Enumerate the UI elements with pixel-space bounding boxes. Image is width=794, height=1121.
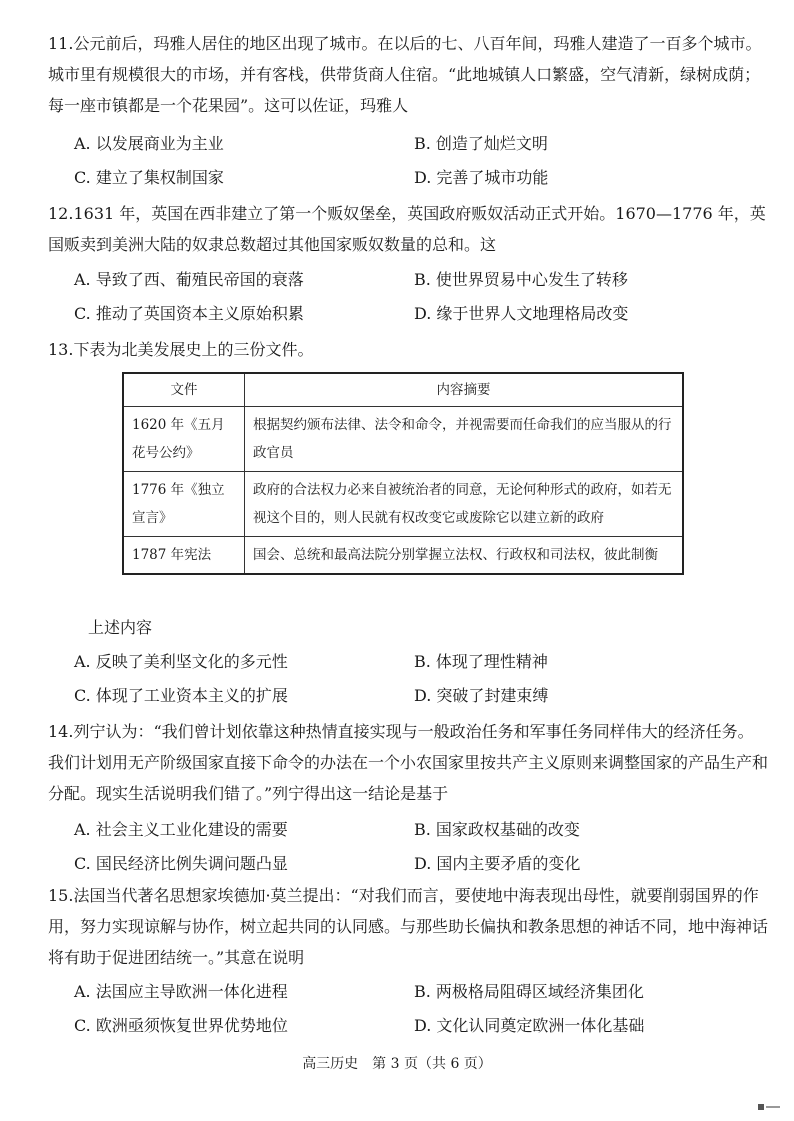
- option-c[interactable]: C. 推动了英国资本主义原始积累: [74, 303, 304, 323]
- question-13: [48, 334, 768, 365]
- table-header: 文件: [123, 373, 245, 407]
- option-c[interactable]: C. 国民经济比例失调问题凸显: [74, 853, 288, 873]
- question-stem: 下表为北美发展史上的三份文件。: [73, 340, 314, 359]
- watermark-logo: [758, 1103, 780, 1111]
- option-c[interactable]: C. 欧洲亟须恢复世界优势地位: [74, 1015, 288, 1035]
- option-d[interactable]: D. 突破了封建束缚: [414, 685, 549, 705]
- question-number: 12.: [48, 204, 74, 223]
- question-stem: 列宁认为：“我们曾计划依靠这种热情直接实现与一般政治任务和军事任务同样伟大的经济任务。我们计划用无产阶级国家直接下命令的办法在一个小农国家里按共产主义原则来调整国家的产品生产和分配。现实生活说明我们错了。”列宁得出这一结论是基于: [48, 722, 769, 803]
- page-footer: 高三历史 第 3 页（共 6 页）: [302, 1056, 492, 1072]
- option-b[interactable]: B. 国家政权基础的改变: [414, 819, 580, 839]
- options-15: [74, 974, 754, 1042]
- option-b[interactable]: B. 创造了灿烂文明: [414, 133, 548, 153]
- option-a[interactable]: A. 法国应主导欧洲一体化进程: [74, 981, 288, 1001]
- question-14: [48, 716, 768, 809]
- options-14: [74, 812, 754, 880]
- table-row: [123, 407, 683, 472]
- options-11: [74, 126, 754, 194]
- question-stem: 1631 年，英国在西非建立了第一个贩奴堡垒，英国政府贩奴活动正式开始。1670—1776 年，英国贩卖到美洲大陆的奴隶总数超过其他国家贩奴数量的总和。这: [48, 204, 766, 254]
- documents-table: [122, 372, 684, 575]
- question-11: [48, 28, 768, 121]
- table-row: [123, 537, 683, 575]
- options-12: [74, 262, 754, 330]
- table-cell: 1787 年宪法: [123, 537, 245, 575]
- option-a[interactable]: A. 以发展商业为主业: [74, 133, 224, 153]
- question-number: 15.: [48, 886, 74, 905]
- question-number: 11.: [48, 34, 74, 53]
- question-number: 13.: [48, 340, 74, 359]
- table-row: [123, 472, 683, 537]
- table-cell: 政府的合法权力必来自被统治者的同意，无论何种形式的政府，如若无视这个目的，则人民就有权改变它或废除它以建立新的政府: [245, 472, 684, 537]
- question-15: [48, 880, 768, 973]
- question-stem: 法国当代著名思想家埃德加·莫兰提出：“对我们而言，要使地中海表现出母性，就要削弱国界的作用，努力实现谅解与协作，树立起共同的认同感。与那些助长偏执和教条思想的神话不同，地中海神话将有助于促进团结统一。”其意在说明: [48, 886, 769, 967]
- option-d[interactable]: D. 国内主要矛盾的变化: [414, 853, 581, 873]
- option-a[interactable]: A. 反映了美利坚文化的多元性: [74, 651, 288, 671]
- option-d[interactable]: D. 完善了城市功能: [414, 167, 549, 187]
- option-c[interactable]: C. 体现了工业资本主义的扩展: [74, 685, 288, 705]
- question-13-lead: 上述内容: [88, 618, 153, 637]
- table-cell: 1776 年《独立宣言》: [123, 472, 245, 537]
- table-cell: 1620 年《五月花号公约》: [123, 407, 245, 472]
- option-a[interactable]: A. 导致了西、葡殖民帝国的衰落: [74, 269, 304, 289]
- table-header-row: [123, 373, 683, 407]
- question-number: 14.: [48, 722, 74, 741]
- option-b[interactable]: B. 体现了理性精神: [414, 651, 548, 671]
- question-12: [48, 198, 768, 260]
- question-stem: 公元前后，玛雅人居住的地区出现了城市。在以后的七、八百年间，玛雅人建造了一百多个城市。城市里有规模很大的市场，并有客栈，供带货商人住宿。“此地城镇人口繁盛，空气清新，绿树成荫；每一座市镇都是一个花果园”。这可以佐证，玛雅人: [48, 34, 762, 115]
- table-cell: 国会、总统和最高法院分别掌握立法权、行政权和司法权，彼此制衡: [245, 537, 684, 575]
- options-13: [74, 644, 754, 712]
- table-cell: 根据契约颁布法律、法令和命令，并视需要而任命我们的应当服从的行政官员: [245, 407, 684, 472]
- option-b[interactable]: B. 使世界贸易中心发生了转移: [414, 269, 628, 289]
- option-a[interactable]: A. 社会主义工业化建设的需要: [74, 819, 288, 839]
- option-d[interactable]: D. 文化认同奠定欧洲一体化基础: [414, 1015, 645, 1035]
- option-c[interactable]: C. 建立了集权制国家: [74, 167, 224, 187]
- table-header: 内容摘要: [245, 373, 684, 407]
- option-d[interactable]: D. 缘于世界人文地理格局改变: [414, 303, 629, 323]
- option-b[interactable]: B. 两极格局阻碍区域经济集团化: [414, 981, 644, 1001]
